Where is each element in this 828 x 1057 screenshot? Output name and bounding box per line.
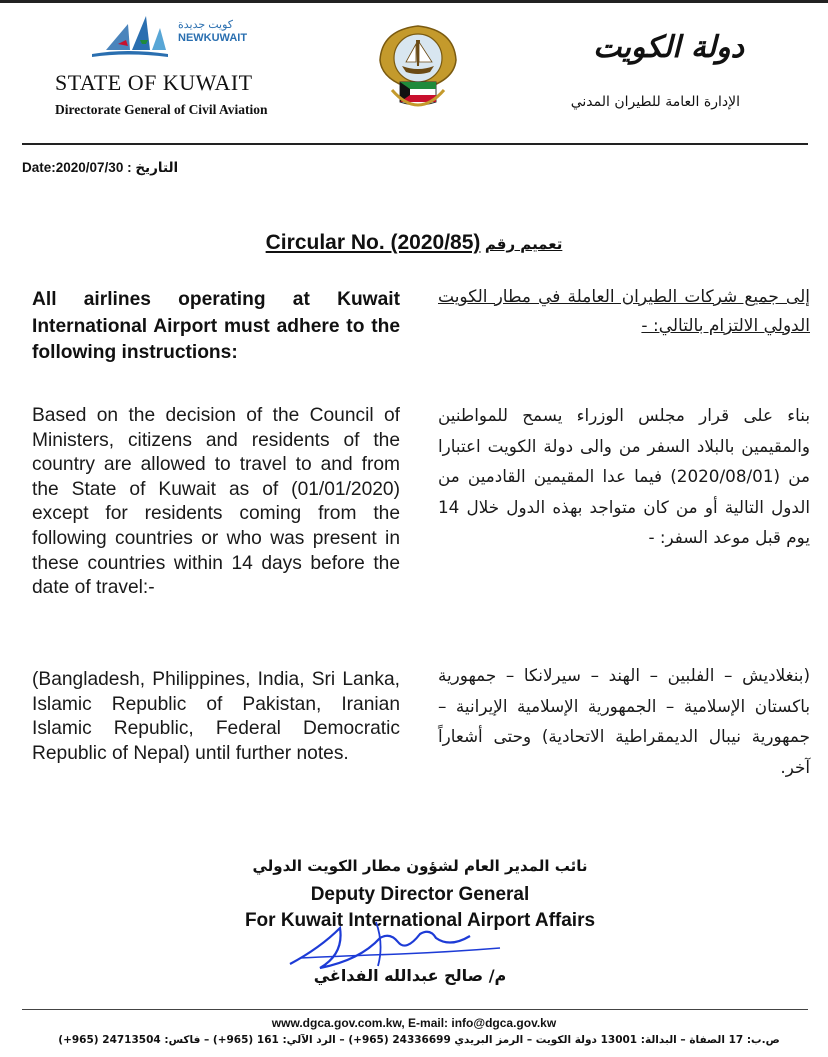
- intro-ar: إلى جميع شركات الطيران العاملة في مطار الكويت الدولي الالتزام بالتالي: -: [438, 287, 810, 336]
- top-border: [0, 0, 828, 3]
- countries-ar: (بنغلاديش – الفلبين – الهند – سيرلانكا – جمهورية باكستان الإسلامية – الجمهورية الإسلامية الإيرانية – جمهورية نيبال الديمقراطية الاتحادية) وحتى أشعاراً آخر.: [438, 665, 810, 777]
- circular-title: [0, 231, 828, 255]
- decision-ar: بناء على قرار مجلس الوزراء يسمح للمواطنين والمقيمين بالبلاد السفر من والى دولة الكويت اعتبارا من (2020/08/01) فيما عدا المقيمين القادمين من الدول التالية أو من كان متواجد بهذه الدول خلال 14 يوم قبل موعد السفر: -: [438, 405, 810, 547]
- circular-title-ar: تعميم رقم: [484, 235, 563, 253]
- directorate-en: Directorate General of Civil Aviation: [55, 102, 268, 117]
- date-label-ar: التاريخ: [135, 160, 179, 176]
- header-rule: [22, 143, 808, 145]
- footer-web-email: www.dgca.gov.com.kw, E-mail: info@dgca.gov.kw: [271, 1016, 557, 1030]
- countries-en: (Bangladesh, Philippines, India, Sri Lanka, Islamic Republic of Pakistan, Iranian Islamic Republic, Federal Democratic Republic of Nepal) until further notes.: [32, 669, 400, 764]
- logo-brand-ar: كويت جديدة: [178, 19, 234, 31]
- decision-en: Based on the decision of the Council of Ministers, citizens and residents of the country are allowed to travel to and from the State of Kuwait as of (01/01/2020) except for residents coming from the following countries or who was present in these countries within 14 days before the date of travel:-: [32, 405, 400, 599]
- footer-address-ar: ص.ب: 17 الصفاة – البدالة: 13001 دولة الكويت – الرمز البريدي 24336699 (965+) – الرد الآلي: 161 (965+) – فاكس: 24713504 (965+): [58, 1034, 780, 1046]
- intro-en: All airlines operating at Kuwait International Airport must adhere to the following instructions:: [32, 289, 400, 363]
- logo-brand-en: NEWKUWAIT: [178, 32, 248, 44]
- emblem-icon: [372, 20, 464, 132]
- date-value: Date:2020/07/30: [22, 160, 124, 175]
- state-title-ar: دولة الكويت: [593, 30, 744, 65]
- date-line: [22, 160, 178, 176]
- kuwait-emblem: [372, 20, 464, 132]
- signatory-name-ar: م/ صالح عبدالله الفداغي: [313, 966, 507, 985]
- signature-title-en-2: For Kuwait International Airport Affairs: [244, 910, 596, 931]
- footer-rule: [22, 1009, 808, 1010]
- signature-title-en-1: Deputy Director General: [310, 884, 530, 905]
- directorate-ar: الإدارة العامة للطيران المدني: [570, 94, 740, 110]
- circular-number-en: Circular No. (2020/85): [265, 231, 481, 254]
- signature-title-ar: نائب المدير العام لشؤون مطار الكويت الدولي: [252, 857, 588, 875]
- state-title-en: STATE OF KUWAIT: [55, 70, 253, 95]
- date-separator: :: [123, 160, 136, 175]
